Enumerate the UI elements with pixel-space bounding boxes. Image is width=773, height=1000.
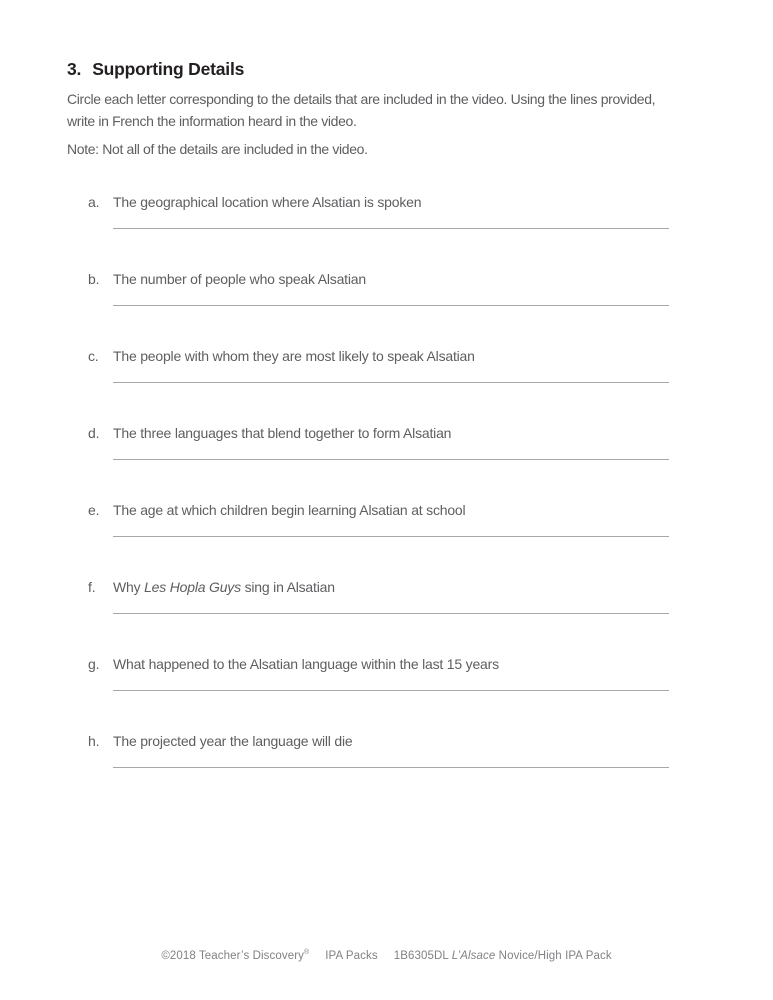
item-b-letter: b. xyxy=(88,271,100,287)
footer-product-title: L’Alsace xyxy=(451,950,496,962)
page-footer xyxy=(0,949,773,963)
item-d xyxy=(88,423,773,460)
item-f xyxy=(88,577,773,614)
item-f-text-pre: Why xyxy=(113,579,145,595)
item-d-text xyxy=(113,423,451,443)
footer-copyright xyxy=(161,949,309,963)
item-g-text-pre: What happened to the Alsatian language within the last 15 years xyxy=(113,656,499,672)
section-title xyxy=(67,58,773,80)
instructions-text: Circle each letter corresponding to the details that are included in the video. Using the lines provided, write in French the information heard in the video. xyxy=(67,91,656,129)
item-c-text xyxy=(113,346,475,366)
footer-product xyxy=(394,949,612,963)
item-e xyxy=(88,500,773,537)
item-b-text-pre: The number of people who speak Alsatian xyxy=(113,271,366,287)
item-f-letter: f. xyxy=(88,579,96,595)
detail-items-list xyxy=(88,192,773,768)
footer-product-code: 1B6305DL xyxy=(393,950,452,962)
item-h-text xyxy=(113,731,353,751)
item-h xyxy=(88,731,773,768)
item-h-answer-line xyxy=(113,767,669,768)
item-f-text-post: sing in Alsatian xyxy=(240,579,335,595)
registered-trademark-mark: ® xyxy=(303,949,310,957)
item-e-text xyxy=(113,500,465,520)
item-a xyxy=(88,192,773,229)
item-h-text-pre: The projected year the language will die xyxy=(113,733,353,749)
item-a-letter: a. xyxy=(88,194,100,210)
item-b-text xyxy=(113,269,366,289)
item-c-answer-line xyxy=(113,382,669,383)
item-g-answer-line xyxy=(113,690,669,691)
item-h-row xyxy=(88,731,773,751)
item-e-text-pre: The age at which children begin learning Alsatian at school xyxy=(113,502,466,518)
item-g xyxy=(88,654,773,691)
section-number: 3. xyxy=(67,59,82,79)
item-b xyxy=(88,269,773,306)
item-a-text-pre: The geographical location where Alsatian is spoken xyxy=(113,194,422,210)
item-e-letter: e. xyxy=(88,502,100,518)
item-e-answer-line xyxy=(113,536,669,537)
item-f-row xyxy=(88,577,773,597)
footer-packs: IPA Packs xyxy=(325,950,378,962)
section-header xyxy=(67,58,773,160)
item-f-text-italic: Les Hopla Guys xyxy=(144,579,241,595)
item-d-row xyxy=(88,423,773,443)
item-a-text xyxy=(113,192,421,212)
item-f-answer-line xyxy=(113,613,669,614)
item-b-answer-line xyxy=(113,305,669,306)
item-b-row xyxy=(88,269,773,289)
section-title-text: Supporting Details xyxy=(92,59,245,79)
item-f-text xyxy=(113,577,335,597)
item-d-text-pre: The three languages that blend together to form Alsatian xyxy=(113,425,452,441)
item-a-row xyxy=(88,192,773,212)
item-d-letter: d. xyxy=(88,425,100,441)
item-e-row xyxy=(88,500,773,520)
item-c xyxy=(88,346,773,383)
item-a-answer-line xyxy=(113,228,669,229)
item-g-row xyxy=(88,654,773,674)
footer-copyright-text: ©2018 Teacher’s Discovery xyxy=(161,950,304,962)
note-text: Note: Not all of the details are included in the video. xyxy=(67,141,368,157)
item-c-row xyxy=(88,346,773,366)
footer-product-suffix: Novice/High IPA Pack xyxy=(495,950,612,962)
item-g-text xyxy=(113,654,499,674)
item-c-letter: c. xyxy=(88,348,99,364)
item-g-letter: g. xyxy=(88,656,100,672)
item-c-text-pre: The people with whom they are most likely to speak Alsatian xyxy=(113,348,475,364)
item-h-letter: h. xyxy=(88,733,100,749)
item-d-answer-line xyxy=(113,459,669,460)
